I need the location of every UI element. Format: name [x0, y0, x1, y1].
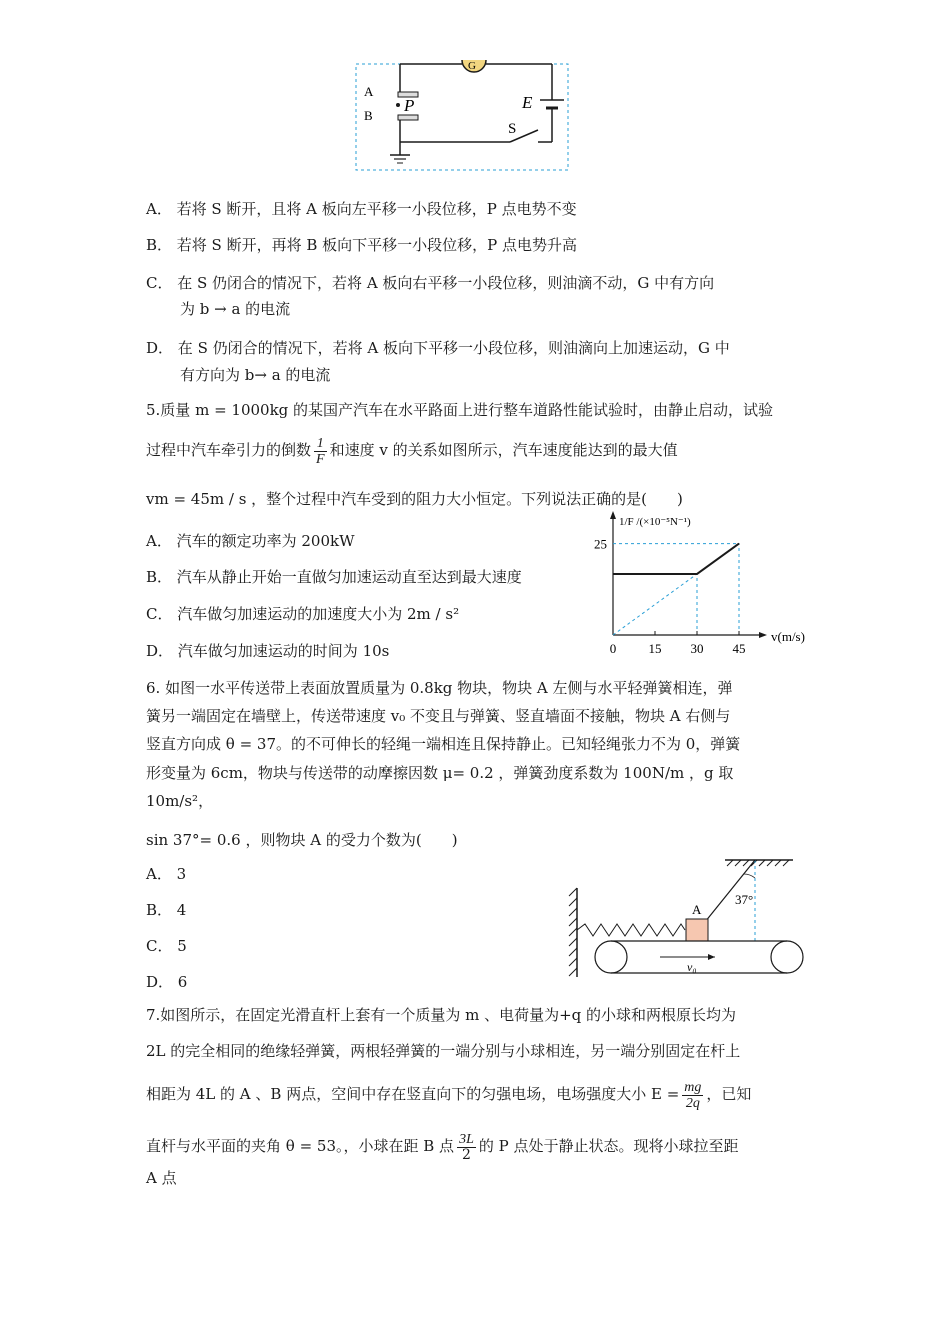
label-a: A	[364, 84, 374, 99]
q6-stem-line4: 形变量为 6cm，物块与传送带的动摩擦因数 μ= 0.2 ，弹簧劲度系数为 100N/m ，g 取	[146, 764, 734, 782]
x-tick-label: 15	[648, 641, 662, 656]
q6-option-b: B． 4	[146, 901, 187, 919]
q6-stem-line2: 簧另一端固定在墙壁上，传送带速度 v₀ 不变且与弹簧、竖直墙面不接触，物块 A 右侧与	[146, 707, 731, 725]
guide-line-0	[613, 574, 697, 635]
q4-option-d-cont: 有方向为 b→ a 的电流	[180, 366, 331, 384]
frac-denominator: 2q	[685, 1095, 700, 1111]
frac-numerator: 1	[314, 436, 327, 452]
q4-option-c: C． 在 S 仍闭合的情况下，若将 A 板向右平移一小段位移，则油滴不动，G 中有方向	[146, 274, 715, 292]
figure-border	[356, 64, 568, 170]
frac-numerator: mg	[684, 1079, 702, 1095]
q7-stem-line2: 2L 的完全相同的绝缘轻弹簧，两根轻弹簧的一端分别与小球相连，另一端分别固定在杆上	[146, 1042, 741, 1060]
q6-option-a: A． 3	[146, 865, 187, 883]
x-tick-label: 0	[609, 641, 617, 656]
q7-stem-line4	[146, 1120, 739, 1172]
series-line-0	[613, 544, 739, 574]
oil-drop-icon	[396, 103, 400, 107]
q7-stem-line3-pre: 相距为 4L 的 A 、B 两点，空间中存在竖直向下的匀强电场，电场强度大小 E =	[146, 1085, 680, 1103]
q7-stem-line3	[146, 1070, 751, 1118]
q4-option-b: B． 若将 S 断开，再将 B 板向下平移一小段位移，P 点电势升高	[146, 236, 578, 254]
block-label: A	[692, 902, 702, 917]
label-e: E	[522, 93, 533, 112]
rope	[705, 860, 755, 922]
q5-option-c: C． 汽车做匀加速运动的加速度大小为 2m / s²	[146, 605, 460, 623]
frac-denominator: F	[316, 451, 325, 467]
q6-stem-line3: 竖直方向成 θ = 37。的不可伸长的轻绳一端相连且保持静止。已知轻绳张力不为 0，弹簧	[146, 735, 741, 753]
q4-option-c-cont: 为 b → a 的电流	[180, 300, 291, 318]
spring-icon	[577, 924, 685, 936]
y-axis-label: 1/F /(×10⁻⁵N⁻¹)	[619, 516, 691, 528]
y-axis-arrow	[610, 511, 616, 519]
q6-option-d: D． 6	[146, 973, 188, 991]
label-g: G	[468, 60, 476, 72]
q6-stem-line1: 6. 如图一水平传送带上表面放置质量为 0.8kg 物块，物块 A 左侧与水平轻弹簧相连，弹	[146, 679, 733, 697]
q5-option-d: D． 汽车做匀加速运动的时间为 10s	[146, 642, 390, 660]
plate-b	[398, 115, 418, 120]
q5-stem-line3: vm = 45m / s ，整个过程中汽车受到的阻力大小恒定。下列说法正确的是( )	[146, 490, 683, 508]
q7-field-fraction	[682, 1080, 703, 1111]
q6-stem-line6: sin 37°= 0.6 ，则物块 A 的受力个数为( )	[146, 831, 458, 849]
series-point-1	[697, 573, 698, 574]
q5-inverse-f-fraction	[314, 436, 327, 467]
inverse-force-velocity-chart	[585, 505, 810, 660]
q7-stem-line4-pre: 直杆与水平面的夹角 θ = 53。，小球在距 B 点	[146, 1137, 455, 1155]
x-axis-arrow	[759, 632, 767, 638]
q5-option-b: B． 汽车从静止开始一直做匀加速运动直至达到最大速度	[146, 568, 522, 586]
q5-option-a: A． 汽车的额定功率为 200kW	[146, 532, 355, 550]
pulley-left	[595, 941, 627, 973]
circuit-figure	[350, 60, 580, 175]
q5-stem-line2-post: 和速度 v 的关系如图所示，汽车速度能达到的最大值	[329, 441, 678, 459]
q7-distance-fraction	[457, 1132, 476, 1163]
angle-label: 37°	[735, 892, 754, 907]
q5-stem-line2	[146, 430, 678, 470]
frac-denominator: 2	[462, 1146, 471, 1163]
q7-stem-line5: A 点	[146, 1169, 177, 1187]
q7-stem-line1: 7.如图所示，在固定光滑直杆上套有一个质量为 m 、电荷量为+q 的小球和两根原长均为	[146, 1006, 737, 1024]
q6-option-c: C． 5	[146, 937, 187, 955]
label-p: P	[404, 96, 415, 115]
series-point-0	[613, 573, 614, 574]
label-b: B	[364, 108, 373, 123]
frac-numerator: 3L	[459, 1131, 474, 1147]
y-tick-label: 25	[594, 536, 607, 552]
x-tick-label: 45	[732, 641, 746, 656]
conveyor-figure	[565, 852, 815, 982]
q4-option-d: D． 在 S 仍闭合的情况下，若将 A 板向下平移一小段位移，则油滴向上加速运动，G 中	[146, 339, 730, 357]
q5-stem-line1: 5.质量 m = 1000kg 的某国产汽车在水平路面上进行整车道路性能试验时，由静止启动，试验	[146, 401, 774, 419]
x-tick-label: 30	[690, 641, 704, 656]
q4-option-a: A． 若将 S 断开，且将 A 板向左平移一小段位移，P 点电势不变	[146, 200, 577, 218]
q7-stem-line3-post: ，已知	[706, 1085, 752, 1103]
block-a	[686, 919, 708, 941]
label-s: S	[508, 121, 517, 137]
velocity-label: v₀	[687, 960, 697, 974]
series-point-2	[739, 543, 740, 544]
q7-stem-line4-post: 的 P 点处于静止状态。现将小球拉至距	[478, 1137, 739, 1155]
pulley-right	[771, 941, 803, 973]
q6-stem-line5: 10m/s²，	[146, 792, 214, 810]
x-axis-label: v(m/s)	[771, 629, 805, 644]
q5-stem-line2-pre: 过程中汽车牵引力的倒数	[146, 441, 312, 459]
